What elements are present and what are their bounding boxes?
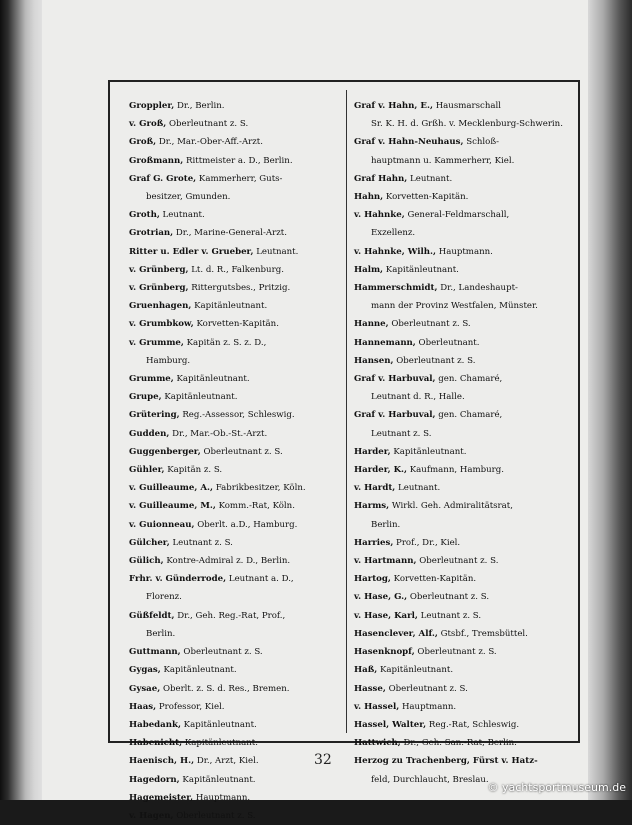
entry-name: v. Hartmann,: [354, 556, 417, 567]
directory-entry: [129, 334, 339, 370]
entry-name: Hahn,: [354, 192, 384, 203]
directory-entry: [354, 716, 572, 734]
directory-entry: [129, 771, 339, 789]
watermark: © yachtsportmuseum.de: [487, 781, 626, 794]
entry-details: gen. Chamaré,: [438, 374, 503, 385]
entry-name: Hasenclever, Alf.,: [354, 628, 438, 639]
entry-details: Hauptmann.: [401, 701, 457, 712]
entry-details: Dr., Berlin.: [176, 101, 225, 111]
entry-name: Hattwich,: [354, 738, 401, 749]
directory-entry: [129, 716, 339, 734]
entry-details: Oberleutnant.: [418, 337, 480, 348]
directory-entry: [354, 334, 572, 352]
entry-continuation: Leutnant d. R., Halle.: [371, 392, 465, 403]
entry-name: Hansen,: [354, 355, 394, 366]
entry-details: Leutnant.: [410, 173, 453, 184]
directory-entry: [129, 534, 339, 552]
entry-details: Rittmeister a. D., Berlin.: [186, 155, 293, 166]
entry-details: Leutnant z. S.: [420, 610, 482, 621]
entry-details: Reg.-Assessor, Schleswig.: [182, 410, 295, 421]
directory-entry: [129, 243, 339, 261]
entry-continuation: besitzer, Gmunden.: [146, 192, 231, 203]
entry-name: Güßfeldt,: [129, 610, 175, 621]
entry-name: Gülich,: [129, 556, 164, 567]
directory-entry: [129, 406, 339, 424]
entry-name: Hartog,: [354, 574, 391, 585]
entry-details: Leutnant a. D.,: [228, 574, 294, 585]
entry-name: Graf G. Grote,: [129, 173, 197, 184]
directory-entry: [354, 497, 572, 533]
entry-details: Hauptmann.: [195, 792, 251, 803]
directory-entry: [129, 479, 339, 497]
directory-entry: [129, 443, 339, 461]
entry-name: Graf v. Hahn, E.,: [354, 101, 433, 111]
directory-entry: [354, 570, 572, 588]
entry-name: Hasenknopf,: [354, 647, 415, 658]
entry-details: Oberleutnant z. S.: [168, 119, 249, 130]
entry-details: Oberleutnant z. S.: [183, 647, 263, 658]
directory-entry: [129, 152, 339, 170]
directory-entry: [354, 461, 572, 479]
book-page-edge: [588, 0, 632, 800]
directory-entry: [129, 370, 339, 388]
entry-name: Hagedorn,: [129, 774, 180, 785]
entry-details: Kapitänleutnant.: [385, 264, 459, 275]
entry-name: Habedank,: [129, 719, 181, 730]
entry-name: Hagemeister,: [129, 792, 194, 803]
entry-name: Ritter u. Edler v. Grueber,: [129, 246, 254, 257]
entry-details: Reg.-Rat, Schleswig.: [428, 719, 520, 730]
directory-entry: [129, 516, 339, 534]
directory-entry: [129, 115, 339, 133]
directory-entry: [354, 443, 572, 461]
directory-entry: [354, 607, 572, 625]
entry-details: Gtsbf., Tremsbüttel.: [440, 628, 528, 639]
entry-details: Dr., Arzt, Kiel.: [196, 756, 259, 767]
entry-details: Lt. d. R., Falkenburg.: [191, 264, 284, 275]
entry-name: Gühler,: [129, 465, 165, 476]
entry-details: General-Feldmarschall,: [407, 210, 510, 221]
directory-entry: [354, 188, 572, 206]
directory-entry: [354, 680, 572, 698]
entry-details: Kapitän z. S.: [167, 465, 223, 476]
directory-entry: [354, 588, 572, 606]
entry-name: v. Hase, G.,: [354, 592, 408, 603]
entry-name: Groppler,: [129, 101, 175, 111]
entry-details: Dr., Geh. Reg.-Rat, Prof.,: [177, 610, 286, 621]
directory-entry: [129, 206, 339, 224]
entry-name: v. Hase, Karl,: [354, 610, 418, 621]
directory-entry: [354, 643, 572, 661]
directory-entry: [129, 388, 339, 406]
entry-name: Herzog zu Trachenberg, Fürst v. Hatz-: [354, 756, 538, 767]
directory-entry: [129, 807, 339, 825]
entry-name: Hasse,: [354, 683, 386, 694]
entry-details: Leutnant.: [256, 246, 299, 257]
entry-name: v. Grumme,: [129, 337, 184, 348]
directory-entry: [129, 170, 339, 206]
entry-details: Leutnant z. S.: [172, 537, 233, 548]
entry-details: Korvetten-Kapitän.: [393, 574, 477, 585]
entry-name: Haas,: [129, 701, 157, 712]
entry-name: Habenicht,: [129, 738, 183, 749]
directory-entry: [129, 497, 339, 515]
entry-name: v. Guilleaume, A.,: [129, 483, 213, 494]
entry-details: Kapitän z. S. z. D.,: [186, 337, 267, 348]
directory-entry: [129, 698, 339, 716]
entry-details: Korvetten-Kapitän.: [385, 192, 469, 203]
entry-name: Gysae,: [129, 683, 161, 694]
book-page-stack: [0, 0, 44, 800]
directory-entry: [354, 279, 572, 315]
directory-entry: [354, 661, 572, 679]
directory-entry: [354, 406, 572, 442]
entry-continuation: Leutnant z. S.: [371, 428, 432, 439]
directory-entry: [129, 661, 339, 679]
directory-entry: [354, 206, 572, 242]
entry-details: Kaufmann, Hamburg.: [409, 465, 504, 476]
entry-details: Dr., Landeshaupt-: [440, 283, 518, 294]
entry-name: v. Grünberg,: [129, 264, 189, 275]
entry-continuation: Florenz.: [146, 592, 182, 603]
directory-entry: [129, 643, 339, 661]
directory-entry: [129, 607, 339, 643]
directory-entry: [129, 224, 339, 242]
entry-continuation: Hamburg.: [146, 355, 191, 366]
entry-details: Kammerherr, Guts-: [198, 173, 283, 184]
entry-continuation: feld, Durchlaucht, Breslau.: [371, 774, 489, 785]
entry-details: Fabrikbesitzer, Köln.: [215, 483, 306, 494]
entry-name: Großmann,: [129, 155, 184, 166]
entry-continuation: Berlin.: [371, 519, 401, 530]
left-column: [129, 97, 339, 825]
entry-details: Komm.-Rat, Köln.: [218, 501, 295, 512]
directory-entry: [354, 625, 572, 643]
directory-entry: [129, 734, 339, 752]
directory-entry: [354, 370, 572, 406]
entry-details: Oberlt. a.D., Hamburg.: [197, 519, 298, 530]
entry-details: Oberleutnant z. S.: [203, 446, 283, 457]
entry-name: Haß,: [354, 665, 378, 676]
directory-entry: [354, 133, 572, 169]
entry-details: Prof., Dr., Kiel.: [396, 537, 461, 548]
directory-entry: [129, 552, 339, 570]
entry-details: Hausmarschall: [435, 101, 502, 111]
entry-continuation: mann der Provinz Westfalen, Münster.: [371, 301, 538, 312]
entry-name: Groth,: [129, 210, 160, 221]
entry-details: Oberleutnant z. S.: [419, 556, 499, 567]
entry-details: Wirkl. Geh. Admiralitätsrat,: [391, 501, 513, 512]
directory-entry: [129, 570, 339, 606]
directory-entry: [129, 789, 339, 807]
entry-details: Kapitänleutnant.: [194, 301, 268, 312]
entry-name: v. Grumbkow,: [129, 319, 194, 330]
entry-details: Kapitänleutnant.: [176, 374, 250, 385]
directory-entry: [129, 461, 339, 479]
entry-name: Graf v. Harbuval,: [354, 410, 436, 421]
entry-name: Graf Hahn,: [354, 173, 408, 184]
entry-name: Grupe,: [129, 392, 162, 403]
entry-continuation: Berlin.: [146, 628, 176, 639]
entry-details: Leutnant.: [398, 483, 441, 494]
entry-details: Professor, Kiel.: [158, 701, 225, 712]
entry-name: Gruenhagen,: [129, 301, 192, 312]
directory-entry: [354, 698, 572, 716]
entry-details: Kontre-Admiral z. D., Berlin.: [166, 556, 291, 567]
entry-name: Harries,: [354, 537, 394, 548]
entry-details: Dr., Geh. San.-Rat, Berlin.: [403, 738, 517, 749]
entry-name: v. Hahnke, Wilh.,: [354, 246, 436, 257]
directory-entry: [354, 552, 572, 570]
directory-entry: [129, 315, 339, 333]
entry-name: v. Guionneau,: [129, 519, 195, 530]
directory-entry: [354, 479, 572, 497]
column-divider: [346, 90, 347, 733]
entry-continuation: Sr. K. H. d. Grßh. v. Mecklenburg-Schwerin.: [371, 119, 563, 130]
entry-continuation: Exzellenz.: [371, 228, 416, 239]
directory-entry: [129, 297, 339, 315]
entry-details: Oberleutnant z. S.: [388, 683, 468, 694]
entry-details: Oberleutnant z. S.: [391, 319, 471, 330]
directory-entry: [354, 170, 572, 188]
entry-details: Oberleutnant z. S.: [176, 810, 256, 821]
directory-entry: [354, 243, 572, 261]
entry-details: Kapitänleutnant.: [182, 774, 256, 785]
entry-details: Hauptmann.: [438, 246, 493, 257]
entry-name: Grotrian,: [129, 228, 174, 239]
entry-name: Guttmann,: [129, 647, 181, 658]
entry-continuation: hauptmann u. Kammerherr, Kiel.: [371, 155, 515, 166]
entry-details: Kapitänleutnant.: [393, 446, 467, 457]
entry-details: gen. Chamaré,: [438, 410, 503, 421]
directory-entry: [129, 133, 339, 151]
entry-details: Korvetten-Kapitän.: [196, 319, 279, 330]
entry-details: Kapitänleutnant.: [163, 665, 237, 676]
entry-name: v. Hahnke,: [354, 210, 405, 221]
entry-details: Dr., Marine-General-Arzt.: [175, 228, 287, 239]
entry-name: Harder,: [354, 446, 391, 457]
directory-entry: [129, 425, 339, 443]
entry-details: Leutnant.: [162, 210, 205, 221]
directory-entry: [354, 534, 572, 552]
directory-entry: [354, 261, 572, 279]
entry-name: v. Groß,: [129, 119, 167, 130]
entry-details: Oberleutnant z. S.: [409, 592, 490, 603]
directory-entry: [129, 97, 339, 115]
directory-entry: [354, 352, 572, 370]
entry-details: Oberleutnant z. S.: [417, 647, 497, 658]
entry-details: Rittergutsbes., Pritzig.: [191, 283, 291, 294]
directory-entry: [354, 734, 572, 752]
directory-entry: [129, 680, 339, 698]
entry-name: Harder, K.,: [354, 465, 408, 476]
entry-details: Schloß-: [466, 137, 499, 148]
entry-name: v. Hassel,: [354, 701, 400, 712]
entry-details: Dr., Mar.-Ob.-St.-Arzt.: [172, 428, 268, 439]
directory-entry: [354, 315, 572, 333]
entry-details: Dr., Mar.-Ober-Aff.-Arzt.: [158, 137, 263, 148]
entry-name: Harms,: [354, 501, 390, 512]
entry-name: v. Hardt,: [354, 483, 396, 494]
directory-entry: [354, 97, 572, 133]
entry-name: v. Guilleaume, M.,: [129, 501, 216, 512]
entry-name: Groß,: [129, 137, 157, 148]
entry-name: Graf v. Hahn-Neuhaus,: [354, 137, 464, 148]
directory-entry: [129, 752, 339, 770]
entry-name: Hanne,: [354, 319, 389, 330]
directory-entry: [129, 261, 339, 279]
entry-name: Haenisch, H.,: [129, 756, 195, 767]
entry-name: Halm,: [354, 264, 384, 275]
entry-name: Guggenberger,: [129, 446, 201, 457]
entry-name: Gygas,: [129, 665, 161, 676]
right-column: [354, 97, 572, 789]
directory-entry: [129, 279, 339, 297]
entry-name: Gudden,: [129, 428, 170, 439]
entry-details: Kapitänleutnant.: [379, 665, 454, 676]
entry-name: v. Grünberg,: [129, 283, 189, 294]
entry-name: Hannemann,: [354, 337, 416, 348]
entry-name: Grumme,: [129, 374, 174, 385]
entry-name: Hammerschmidt,: [354, 283, 438, 294]
entry-name: v. Hagen,: [129, 810, 174, 821]
entry-name: Gülcher,: [129, 537, 170, 548]
entry-details: Kapitänleutnant.: [164, 392, 238, 403]
page-number: 32: [314, 752, 332, 768]
entry-details: Oberleutnant z. S.: [396, 355, 476, 366]
entry-details: Kapitänleutnant.: [184, 738, 258, 749]
entry-name: Graf v. Harbuval,: [354, 374, 436, 385]
entry-name: Grütering,: [129, 410, 180, 421]
entry-details: Oberlt. z. S. d. Res., Bremen.: [162, 683, 290, 694]
entry-name: Hassel, Walter,: [354, 719, 427, 730]
entry-name: Frhr. v. Günderrode,: [129, 574, 227, 585]
entry-details: Kapitänleutnant.: [183, 719, 257, 730]
